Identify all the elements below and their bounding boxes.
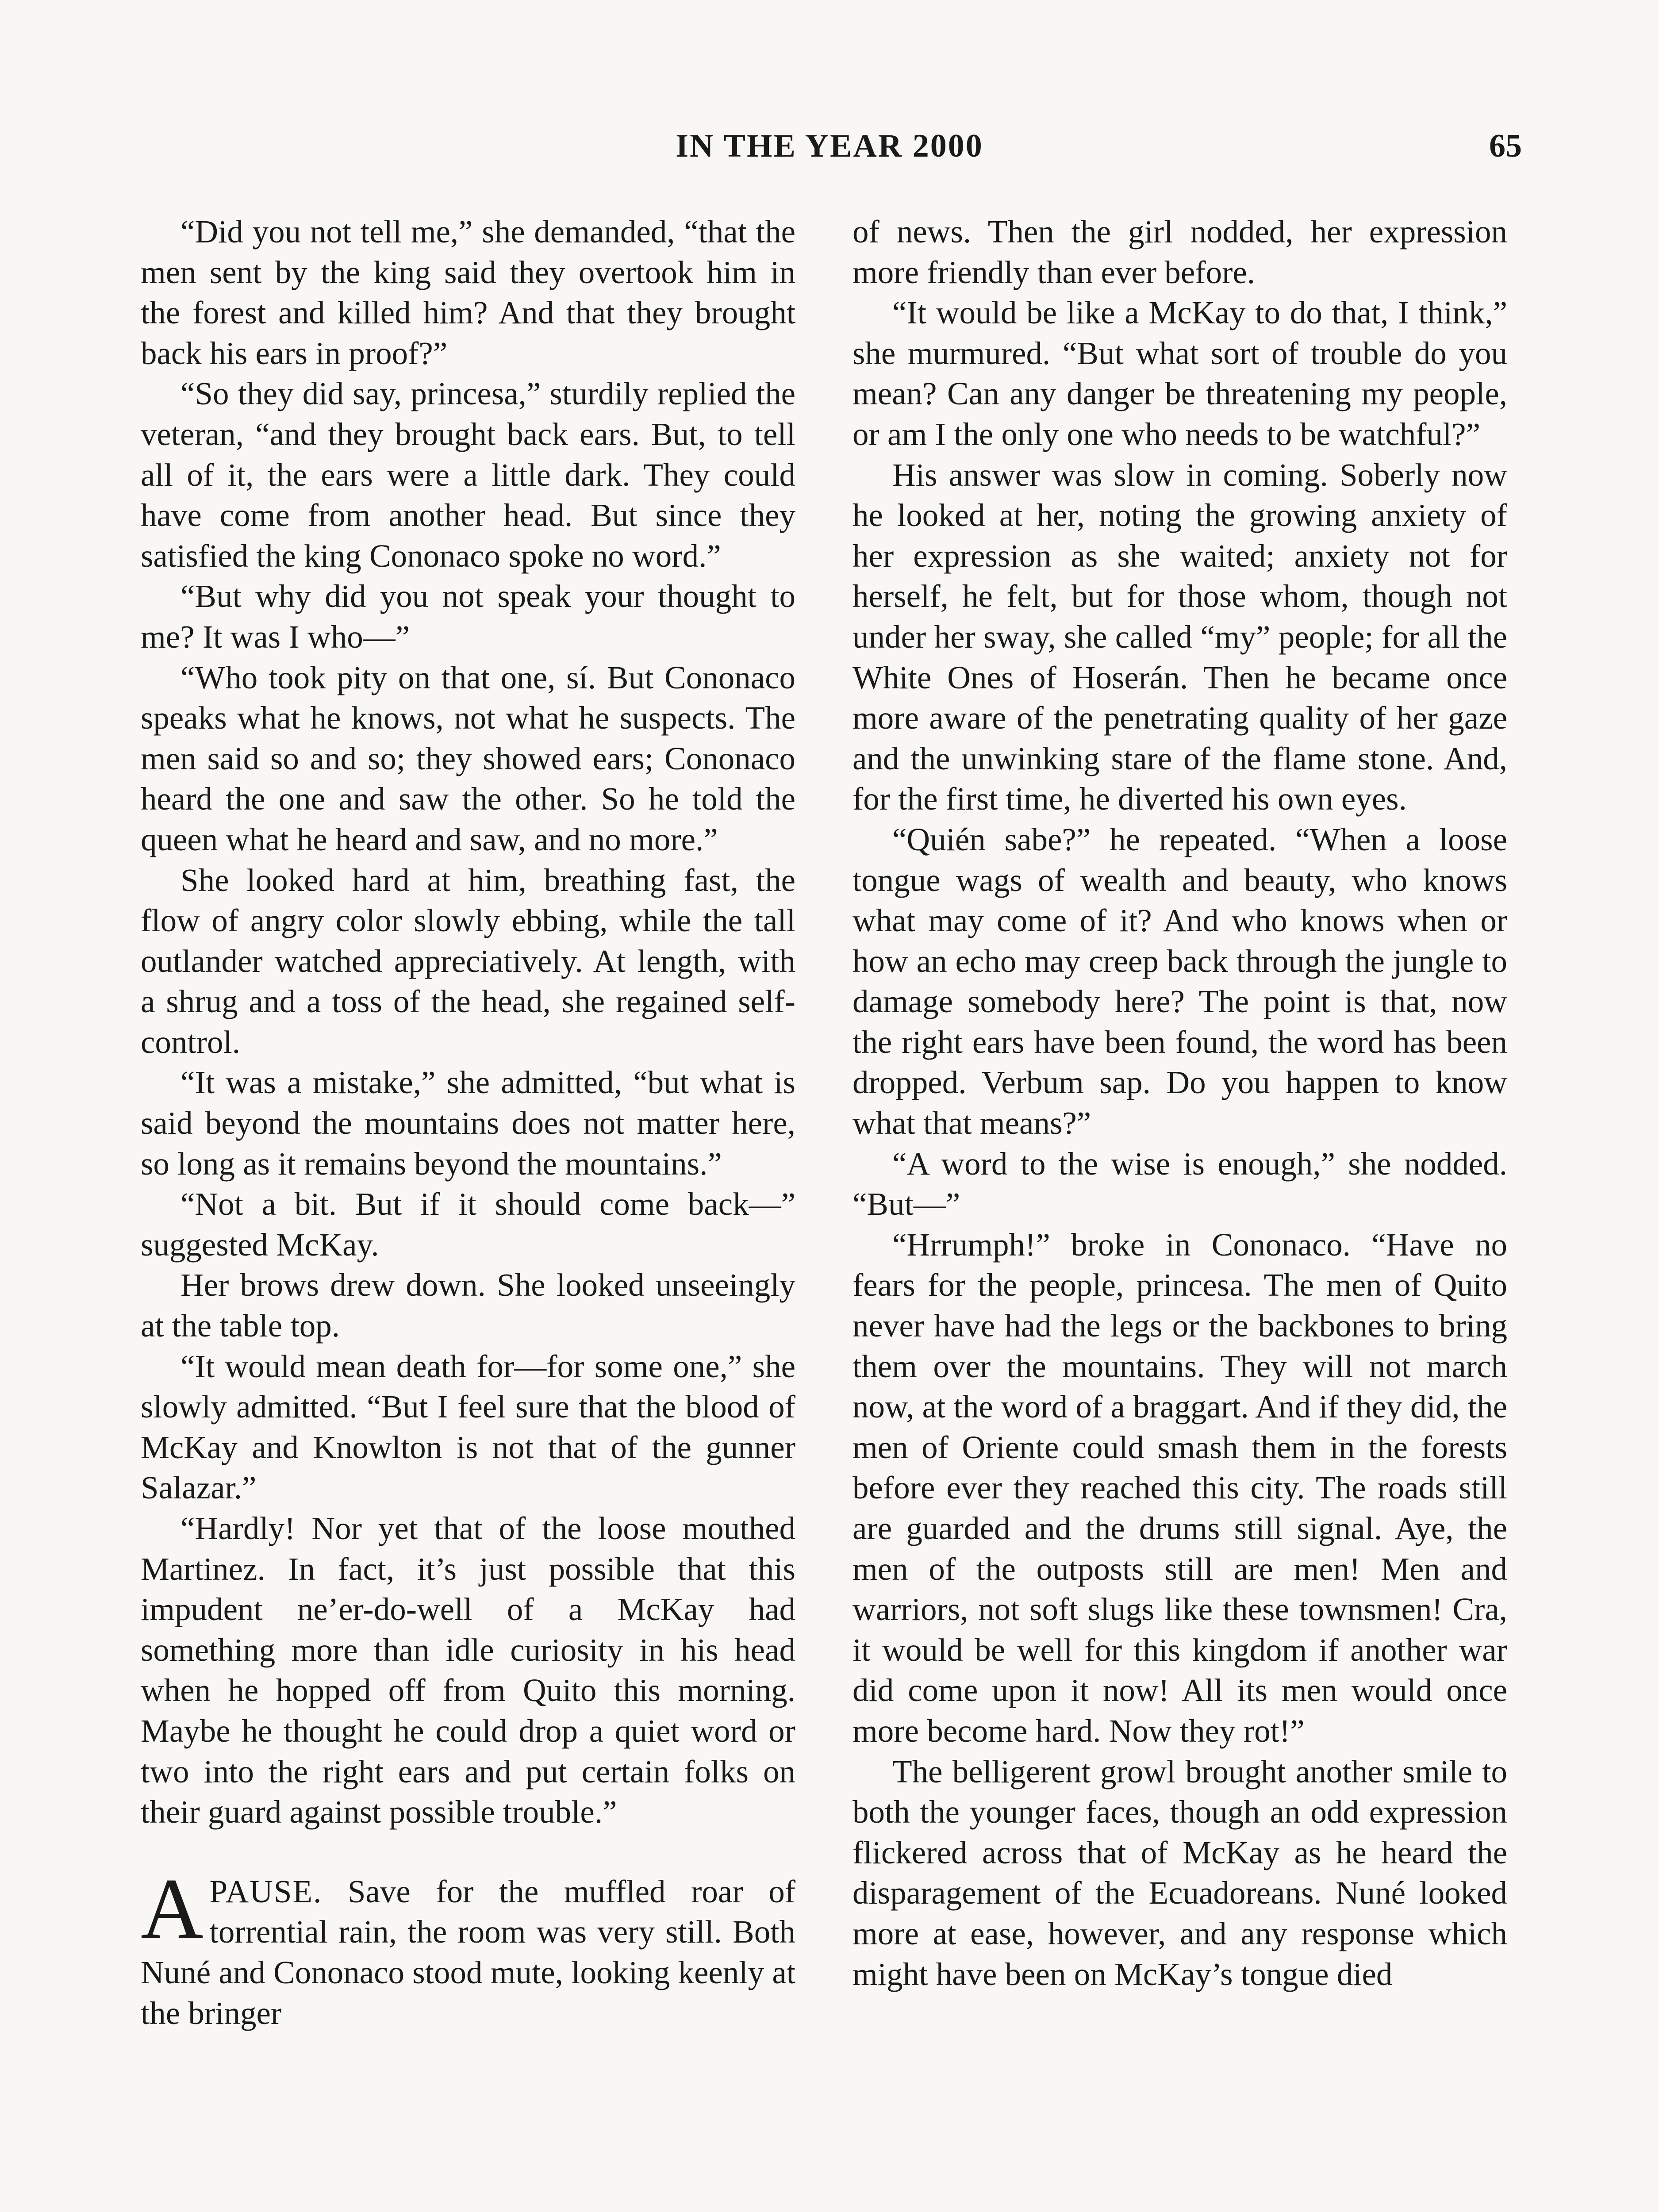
- paragraph: “It would be like a McKay to do that, I think,” she murmured. “But what sort of trouble do you mean? Can any danger be threatening my people, or am I the only one who needs to be watchful?”: [853, 295, 1507, 452]
- paragraph-continued: of news. Then the girl nodded, her expression more friendly than ever before.: [853, 214, 1507, 290]
- drop-cap: A: [141, 1860, 204, 1957]
- section-opening-paragraph: [141, 1860, 795, 2033]
- paragraph: “A word to the wise is enough,” she nodded. “But—”: [853, 1145, 1507, 1222]
- running-title: IN THE YEAR 2000: [676, 128, 983, 164]
- paragraph: His answer was slow in coming. Soberly now he looked at her, noting the growing anxiety of her expression as she waited; anxiety not for herself, he felt, but for those whom, though not under her sway, she called “my” people; for all the White Ones of Hoserán. Then he became once more aware of the penetrating quality of her gaze and the unwinking stare of the flame stone. And, for the first time, he diverted his own eyes.: [853, 457, 1507, 817]
- left-column: [141, 211, 795, 2033]
- paragraph: “Not a bit. But if it should come back—” suggested McKay.: [141, 1186, 795, 1263]
- paragraph: Her brows drew down. She looked unseeingly at the table top.: [141, 1267, 795, 1344]
- lead-word: PAUSE.: [209, 1873, 323, 1909]
- paragraph: “Quién sabe?” he repeated. “When a loose tongue wags of wealth and beauty, who knows what may come of it? And who knows when or how an echo may creep back through the jungle to damage somebody here? The point is that, now the right ears have been found, the word has been dropped. Verbum sap. Do you happen to know what that means?”: [853, 821, 1507, 1141]
- paragraph: “Did you not tell me,” she demanded, “that the men sent by the king said they overtook him in the forest and killed him? And that they brought back his ears in proof?”: [141, 214, 795, 371]
- paragraph: “It was a mistake,” she admitted, “but what is said beyond the mountains does not matter here, so long as it remains beyond the mountains.”: [141, 1064, 795, 1182]
- paragraph: She looked hard at him, breathing fast, the flow of angry color slowly ebbing, while the tall outlander watched appreciatively. At length, with a shrug and a toss of the head, she regained self-control.: [141, 862, 795, 1060]
- paragraph: “Who took pity on that one, sí. But Cononaco speaks what he knows, not what he suspects. The men said so and so; they showed ears; Cononaco heard the one and saw the other. So he told the queen what he heard and saw, and no more.”: [141, 659, 795, 857]
- paragraph: “Hardly! Nor yet that of the loose mouthed Martinez. In fact, it’s just possible that this impudent ne’er-do-well of a McKay had something more than idle curiosity in his head when he hopped off from Quito this morning. Maybe he thought he could drop a quiet word or two into the right ears and put certain folks on their guard against possible trouble.”: [141, 1510, 795, 1830]
- paragraph: “It would mean death for—for some one,” she slowly admitted. “But I feel sure that the blood of McKay and Knowlton is not that of the gunner Salazar.”: [141, 1348, 795, 1506]
- page-number: 65: [1489, 128, 1522, 164]
- right-column: [853, 211, 1507, 1994]
- paragraph-text: Save for the muffled roar of torrential rain, the room was very still. Both Nuné and Cononaco stood mute, looking keenly at the bringer: [141, 1873, 795, 2031]
- paragraph: “Hrrumph!” broke in Cononaco. “Have no fears for the people, princesa. The men of Quito never have had the legs or the backbones to bring them over the mountains. They will not march now, at the word of a braggart. And if they did, the men of Oriente could smash them in the forests before ever they reached this city. The roads still are guarded and the drums still signal. Aye, the men of the outposts still are men! Men and warriors, not soft slugs like these townsmen! Cra, it would be well for this kingdom if another war did come upon it now! All its men would once more become hard. Now they rot!”: [853, 1226, 1507, 1749]
- paragraph: “But why did you not speak your thought to me? It was I who—”: [141, 578, 795, 655]
- paragraph: “So they did say, princesa,” sturdily replied the veteran, “and they brought back ears. But, to tell all of it, the ears were a little dark. They could have come from another head. But since they satisfied the king Cononaco spoke no word.”: [141, 376, 795, 574]
- paragraph: The belligerent growl brought another smile to both the younger faces, though an odd expression flickered across that of McKay as he heard the disparagement of the Ecuadoreans. Nuné looked more at ease, however, and any response which might have been on McKay’s tongue died: [853, 1753, 1507, 1992]
